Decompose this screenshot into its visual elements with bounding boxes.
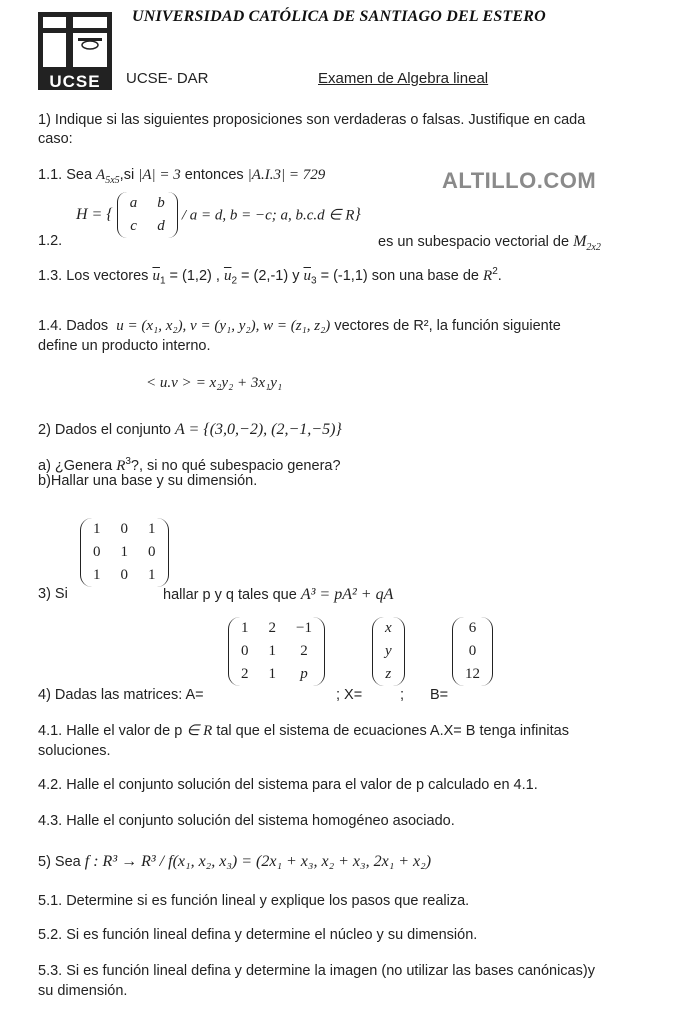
q1-4: 1.4. Dados u = (x₁, x₂), v = (y₁, y₂), w = (z₁, z₂) vectores de R², la función siguiente	[38, 318, 561, 334]
q4-1: 4.1. Halle el valor de p ∈ R tal que el sistema de ecuaciones A.X= B tenga infinitas	[38, 723, 569, 739]
q4-matrix-a-cell: 2	[241, 666, 249, 682]
university-logo	[38, 12, 112, 90]
q1-2-label: 1.2.	[38, 233, 63, 249]
q4-b-label: B=	[430, 687, 449, 703]
q4-matrix-x-cell: z	[385, 666, 392, 682]
q3-matrix-cell: 0	[148, 544, 156, 560]
q4-matrix-b	[452, 617, 493, 686]
q2-statement: 2) Dados el conjunto A = {(3,0,−2), (2,−1,−5)}	[38, 421, 342, 438]
q1-intro-cont: caso:	[38, 131, 73, 147]
q4-matrix-a-cell: −1	[296, 620, 312, 636]
q4-matrix-x	[372, 617, 405, 686]
q4-matrix-x-cell: x	[385, 620, 392, 636]
q5-3-cont: su dimensión.	[38, 983, 128, 999]
q1-1: 1.1. Sea $A_{5x5},si$ |A| = 3 entonces |A.I.3| = 729	[38, 167, 326, 186]
q5-statement: 5) Sea f : R³ → R³ / f(x₁, x₂, x₃) = (2x₁ + x₃, x₂ + x₃, 2x₁ + x₂)	[38, 853, 432, 870]
department-label: UCSE- DAR	[126, 70, 209, 87]
q3-matrix-cell: 1	[148, 521, 156, 537]
q2-a: a) ¿Genera $R^3$?, si no qué subespacio genera?	[38, 456, 341, 474]
watermark: ALTILLO.COM	[442, 168, 597, 193]
q5-3: 5.3. Si es función lineal defina y determine la imagen (no utilizar las bases canónicas)y	[38, 963, 595, 979]
q1-3: 1.3. Los vectores $\overline{u}_1 = (1,2)$ , $\overline{u}_2 = (2,-1)$ y $\overline{u}_3 = (-1,1)$ son una base de $R^2$.	[38, 266, 502, 287]
q1-4-cont: define un producto interno.	[38, 338, 211, 354]
q3-matrix	[80, 518, 169, 587]
q3-matrix-cell: 1	[120, 544, 128, 560]
q4-x-label: ; X=	[336, 687, 363, 703]
q4-matrix-b-cell: 0	[468, 643, 477, 659]
q1-2-set: H = { a b c d / a = d, b = −c; a, b.c.d ∈ R}	[76, 192, 361, 238]
q4-matrix-b-cell: 12	[465, 666, 480, 682]
q5-1: 5.1. Determine si es función lineal y explique los pasos que realiza.	[38, 893, 470, 909]
q4-matrix-a-cell: p	[300, 666, 308, 682]
q4-matrix-a-cell: 1	[268, 666, 276, 682]
q3-matrix-cell: 1	[148, 567, 156, 583]
university-name: UNIVERSIDAD CATÓLICA DE SANTIAGO DEL ESTERO	[132, 8, 546, 25]
q1-intro: 1) Indique si las siguientes proposiciones son verdaderas o falsas. Justifique en cada	[38, 112, 586, 128]
q3-label: 3) Si	[38, 586, 68, 602]
q4-3: 4.3. Halle el conjunto solución del sistema homogéneo asociado.	[38, 813, 455, 829]
q3-matrix-cell: 0	[93, 544, 101, 560]
q4-matrix-a-cell: 0	[241, 643, 249, 659]
svg-text:UCSE: UCSE	[49, 72, 101, 90]
q3-matrix-cell: 0	[120, 567, 128, 583]
q4-1-cont: soluciones.	[38, 743, 111, 759]
q3-matrix-cell: 1	[93, 521, 101, 537]
q4-2: 4.2. Halle el conjunto solución del sistema para el valor de p calculado en 4.1.	[38, 777, 538, 793]
q4-matrix-a-cell: 2	[268, 620, 276, 636]
q3-text: hallar p y q tales que A³ = pA² + qA	[163, 586, 394, 603]
q4-matrix-a-cell: 2	[300, 643, 308, 659]
q3-matrix-cell: 1	[93, 567, 101, 583]
q4-matrix-a-cell: 1	[241, 620, 249, 636]
q4-label: 4) Dadas las matrices: A=	[38, 687, 204, 703]
exam-title: Examen de Algebra lineal	[318, 70, 489, 87]
q3-matrix-cell: 0	[120, 521, 128, 537]
q2-b: b)Hallar una base y su dimensión.	[38, 473, 258, 489]
q4-matrix-x-cell: y	[385, 643, 392, 659]
q4-matrix-b-cell: 6	[468, 620, 477, 636]
q1-2-text: es un subespacio vectorial de $M_{2x2}$	[378, 233, 601, 253]
q5-2: 5.2. Si es función lineal defina y determine el núcleo y su dimensión.	[38, 927, 478, 943]
q4-matrix-a	[228, 617, 325, 686]
q4-matrix-a-cell: 1	[268, 643, 276, 659]
q1-4-formula: < u.v > = x₂y₂ + 3x₁y₁	[146, 375, 283, 391]
